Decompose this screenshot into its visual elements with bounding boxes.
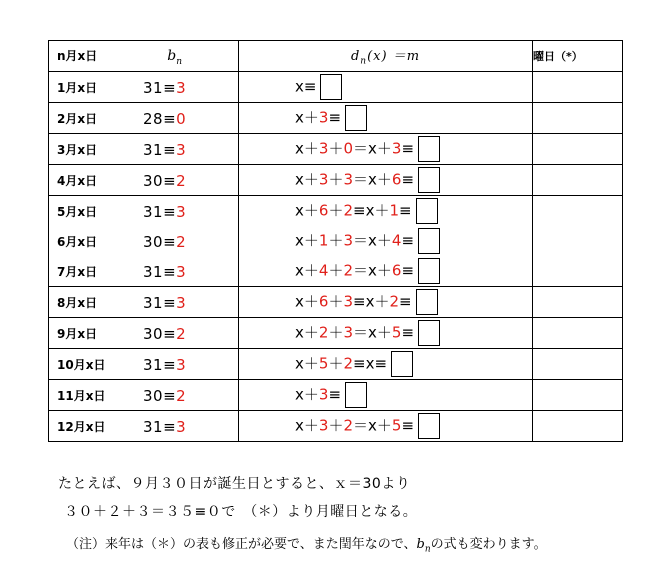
bn-value: 31≡3 [143,293,187,312]
bn-mod-value: 3 [176,202,187,221]
header-row [49,41,623,72]
formula-part: 3 [343,170,353,189]
formula-part: ≡x≡ [353,354,388,373]
formula-part: 2 [343,416,353,435]
bn-mod-value: 3 [176,355,187,374]
note-caveat-line: （注）来年は（＊）の表も修正が必要で、また閏年なので、$b_n$の式も変わります。 [66,537,547,555]
formula-part: ＋ [328,231,344,250]
month-bn-cell [49,287,239,318]
formula-part: ＝x＋ [353,261,392,280]
weekday-cell [533,226,623,256]
formula-part: ≡x＋ [353,201,390,220]
table-row [49,196,623,227]
month-bn-cell [49,411,239,442]
formula-part: 4 [318,261,329,280]
answer-box[interactable] [418,228,440,254]
weekday-cell [533,411,623,442]
month-bn-cell [49,72,239,103]
formula-part: ≡ [401,416,415,435]
bn-mod-value: 3 [176,78,187,97]
weekday-cell [533,72,623,103]
formula-part: x＋ [295,201,319,220]
explanation-notes [58,470,648,563]
month-formula-table [48,40,623,442]
formula-part: ＝x＋ [353,139,392,158]
formula-part: 6 [391,261,402,280]
bn-mod-value: 2 [176,324,187,343]
formula-part: ≡ [399,292,412,311]
formula-cell [239,196,533,227]
bn-mod-value: 3 [176,262,187,281]
bn-value: 31≡3 [143,78,187,97]
bn-mod-value: 2 [176,232,187,251]
table-row [49,134,623,165]
formula-part: 4 [391,231,402,250]
month-bn-cell [49,165,239,196]
formula-part: 2 [389,292,399,311]
table-row [49,318,623,349]
month-bn-cell [49,256,239,287]
bn-value: 30≡2 [143,232,187,251]
weekday-cell [533,380,623,411]
formula-part: ＋ [328,323,344,342]
month-label: 11月x日 [57,389,106,404]
formula-part: x＋ [295,139,319,158]
formula-part: ≡x＋ [353,292,390,311]
weekday-cell [533,134,623,165]
month-label: 8月x日 [57,296,98,311]
month-label: 9月x日 [57,327,98,342]
formula-part: ＋ [328,354,344,373]
table-row [49,226,623,256]
formula-cell [239,134,533,165]
formula-part: 6 [391,170,402,189]
formula-part: 3 [318,170,329,189]
bn-value: 30≡2 [143,386,187,405]
formula-part: 6 [318,201,329,220]
header-month-label: n月x日 [57,49,98,64]
answer-box[interactable] [320,74,342,100]
formula-cell [239,411,533,442]
formula-cell [239,318,533,349]
formula-part: 2 [343,354,353,373]
answer-box[interactable] [345,382,367,408]
note-calculation-line: ３０＋２＋３＝３５≡０で （＊）より月曜日となる。 [64,504,418,520]
answer-box[interactable] [416,198,438,224]
formula-part: ＝x＋ [353,323,392,342]
formula-part: 3 [318,139,329,158]
answer-box[interactable] [418,258,440,284]
formula-part: 3 [343,323,353,342]
formula-part: x＋ [295,170,319,189]
formula-part: 5 [391,323,402,342]
formula-part: 6 [318,292,329,311]
month-label: 4月x日 [57,174,98,189]
formula-part: ≡ [401,170,415,189]
month-bn-cell [49,196,239,227]
bn-mod-value: 3 [176,293,187,312]
table-row [49,287,623,318]
formula-part: 2 [343,201,353,220]
weekday-cell [533,165,623,196]
formula-part: x＋ [295,292,319,311]
formula-part: 3 [318,108,329,127]
month-label: 1月x日 [57,81,98,96]
table-row [49,72,623,103]
answer-box[interactable] [345,105,367,131]
table-row [49,165,623,196]
weekday-cell [533,349,623,380]
formula-part: ≡ [399,201,412,220]
month-bn-cell [49,349,239,380]
bn-value: 30≡2 [143,171,187,190]
formula-part: ＋ [328,292,344,311]
bn-mod-value: 3 [176,417,187,436]
bn-mod-value: 2 [176,386,187,405]
formula-part: 3 [391,139,402,158]
month-label: 12月x日 [57,420,106,435]
table-row [49,103,623,134]
month-bn-cell [49,318,239,349]
month-label: 7月x日 [57,265,98,280]
table-row [49,349,623,380]
bn-value: 31≡3 [143,417,187,436]
formula-part: ＋ [328,261,344,280]
answer-box[interactable] [418,413,440,439]
formula-cell [239,165,533,196]
formula-part: x＋ [295,231,319,250]
month-label: 5月x日 [57,205,98,220]
answer-box[interactable] [391,351,413,377]
header-month-bn [49,41,239,72]
weekday-cell [533,256,623,287]
formula-cell [239,287,533,318]
table-row [49,411,623,442]
bn-value: 30≡2 [143,324,187,343]
weekday-cell [533,287,623,318]
formula-part: ＋ [328,201,344,220]
answer-box[interactable] [418,320,440,346]
formula-part: x＋ [295,323,319,342]
bn-value: 31≡3 [143,202,187,221]
formula-part: 2 [343,261,353,280]
weekday-cell [533,196,623,227]
note-example-line: たとえば、９月３０日が誕生日とすると、ｘ＝30より [58,476,411,492]
formula-part: ≡ [401,231,415,250]
bn-value: 31≡3 [143,140,187,159]
formula-part: x＋ [295,261,319,280]
formula-part: 3 [318,385,329,404]
header-weekday: 曜日（*） [533,41,623,72]
table-row [49,256,623,287]
formula-part: 1 [389,201,399,220]
formula-part: 2 [318,323,329,342]
month-label: 6月x日 [57,235,98,250]
bn-mod-value: 3 [176,140,187,159]
formula-part: 1 [318,231,329,250]
bn-value: 28≡0 [143,109,187,128]
formula-cell [239,256,533,287]
month-bn-cell [49,226,239,256]
formula-part: ＝x＋ [353,231,392,250]
formula-part: ≡ [328,385,342,404]
answer-box[interactable] [416,289,438,315]
formula-part: 3 [343,231,353,250]
month-bn-cell [49,134,239,165]
formula-cell [239,226,533,256]
formula-part: ≡ [328,108,342,127]
formula-cell [239,72,533,103]
month-bn-cell [49,380,239,411]
formula-part: 5 [318,354,329,373]
weekday-cell [533,318,623,349]
header-d-formula: $d_n(x) =m$ [239,41,533,72]
formula-part: 0 [343,139,353,158]
month-bn-cell [49,103,239,134]
formula-part: ≡ [401,261,415,280]
formula-part: 5 [391,416,402,435]
bn-value: 31≡3 [143,355,187,374]
formula-cell [239,349,533,380]
bn-mod-value: 0 [176,109,187,128]
formula-part: x＋ [295,416,319,435]
formula-cell [239,380,533,411]
month-label: 10月x日 [57,358,106,373]
formula-part: ＋ [328,139,344,158]
formula-part: ≡ [401,139,415,158]
formula-part: ＝x＋ [353,170,392,189]
formula-part: x＋ [295,108,319,127]
month-label: 2月x日 [57,112,98,127]
formula-part: ＝x＋ [353,416,392,435]
answer-box[interactable] [418,167,440,193]
bn-value: 31≡3 [143,262,187,281]
formula-part: ≡ [401,323,415,342]
formula-part: 3 [343,292,353,311]
weekday-cell [533,103,623,134]
formula-part: 3 [318,416,329,435]
formula-cell [239,103,533,134]
formula-part: x＋ [295,354,319,373]
header-b-symbol: $b_n$ [167,48,183,67]
answer-box[interactable] [418,136,440,162]
month-label: 3月x日 [57,143,98,158]
formula-part: ＋ [328,416,344,435]
note-b-symbol: $b_n$ [416,537,431,555]
formula-part: ＋ [328,170,344,189]
bn-mod-value: 2 [176,171,187,190]
table-row [49,380,623,411]
formula-part: x＋ [295,385,319,404]
formula-part: x≡ [295,77,317,96]
